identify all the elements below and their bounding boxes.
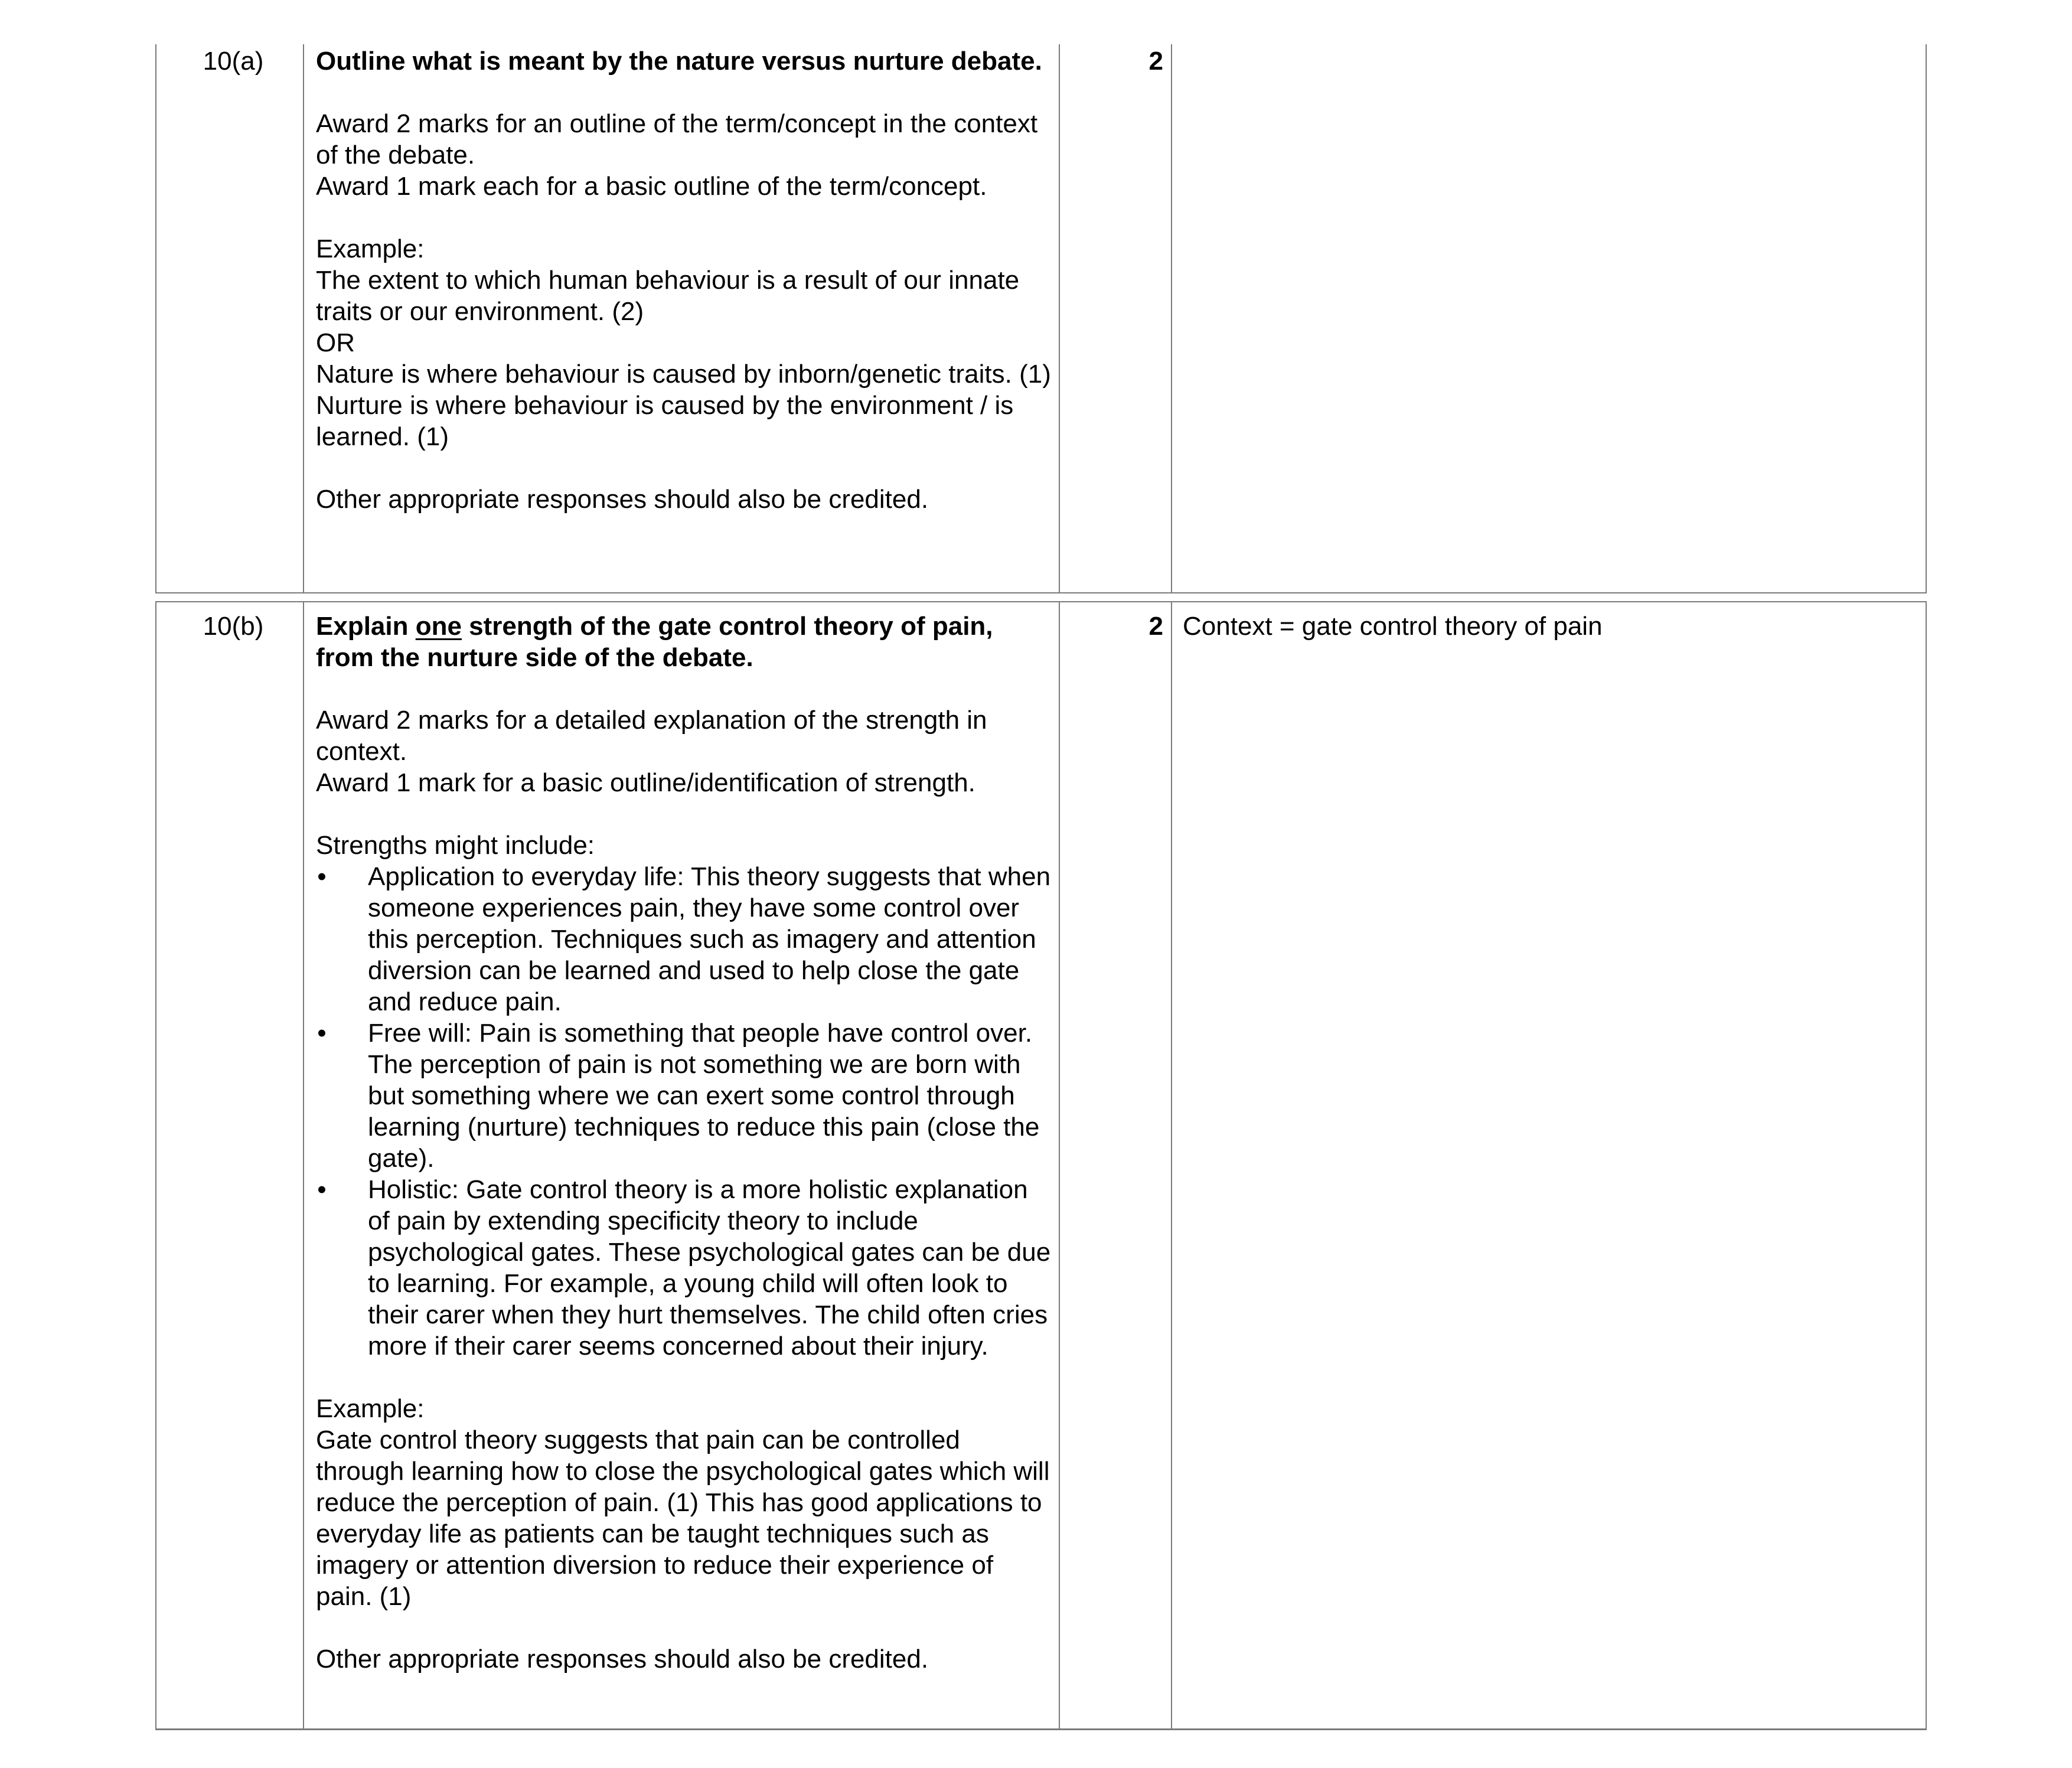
marks-value: 2 (1148, 612, 1163, 641)
award-line: Award 2 marks for an outline of the term/concept in the context of the debate. (316, 109, 1038, 169)
award-line: Award 1 mark each for a basic outline of the term/concept. (316, 172, 987, 201)
strength-item (316, 1017, 1051, 1174)
mark-scheme-row-10a (155, 44, 1927, 593)
strengths-list (316, 861, 1051, 1362)
award-line: Award 1 mark for a basic outline/identification of strength. (316, 768, 975, 797)
question-emphasis: one (415, 612, 462, 641)
column-divider (1171, 44, 1172, 592)
strength-text: Free will: Pain is something that people have control over. The perception of pain is not something we are born with but something where we can exert some control through learning (nurture) techniques to reduce this pain (close the gate). (368, 1019, 1040, 1173)
strength-text: Holistic: Gate control theory is a more holistic explanation of pain by extending specificity theory to include psychological gates. These psychological gates can be due to learning. For example, a young child will often look to their carer when they hurt themselves. The child often cries more if their carer seems concerned about their injury. (368, 1175, 1051, 1361)
strengths-heading: Strengths might include: (316, 831, 595, 860)
bullet-icon: • (317, 1019, 327, 1048)
mark-scheme-row-10b (155, 601, 1927, 1730)
strength-item (316, 1174, 1051, 1362)
column-divider (1059, 602, 1060, 1728)
question-text-end: strength of the gate control theory of pain, from the nurture side of the debate. (316, 612, 993, 672)
question-text: Outline what is meant by the nature versus nurture debate. (316, 47, 1042, 76)
example-line: Nurture is where behaviour is caused by the environment / is learned. (1) (316, 391, 1014, 451)
column-divider (303, 44, 304, 592)
closing-note: Other appropriate responses should also be credited. (316, 1645, 929, 1674)
marks-value: 2 (1148, 47, 1163, 76)
award-line: Award 2 marks for a detailed explanation of the strength in context. (316, 706, 987, 766)
question-number: 10(a) (203, 47, 264, 76)
question-number: 10(b) (203, 612, 264, 641)
example-heading: Example: (316, 234, 425, 263)
column-divider (303, 602, 304, 1728)
example-line: The extent to which human behaviour is a result of our innate traits or our environment. (2) (316, 266, 1020, 326)
question-text-start: Explain (316, 612, 416, 641)
question-text (316, 611, 1051, 673)
example-heading: Example: (316, 1394, 425, 1423)
bullet-icon: • (317, 862, 327, 891)
example-line: Nature is where behaviour is caused by inborn/genetic traits. (1) (316, 360, 1051, 389)
closing-note: Other appropriate responses should also be credited. (316, 485, 929, 514)
strength-text: Application to everyday life: This theory suggests that when someone experiences pain, they have some control over this perception. Techniques such as imagery and attention diversion can be learned and used to help close the gate and reduce pain. (368, 862, 1051, 1016)
example-text: Gate control theory suggests that pain can be controlled through learning how to close the psychological gates which will reduce the perception of pain. (1) This has good applications to everyday life as patients can be taught techniques such as imagery or attention diversion to reduce their experience of pain. (1) (316, 1426, 1050, 1611)
column-divider (1059, 44, 1060, 592)
bullet-icon: • (317, 1175, 327, 1204)
strength-item (316, 861, 1051, 1017)
answer-cell (316, 45, 1051, 515)
guidance-text: Context = gate control theory of pain (1183, 612, 1603, 641)
example-line: OR (316, 328, 355, 357)
column-divider (1171, 602, 1172, 1728)
answer-cell (316, 611, 1051, 1675)
